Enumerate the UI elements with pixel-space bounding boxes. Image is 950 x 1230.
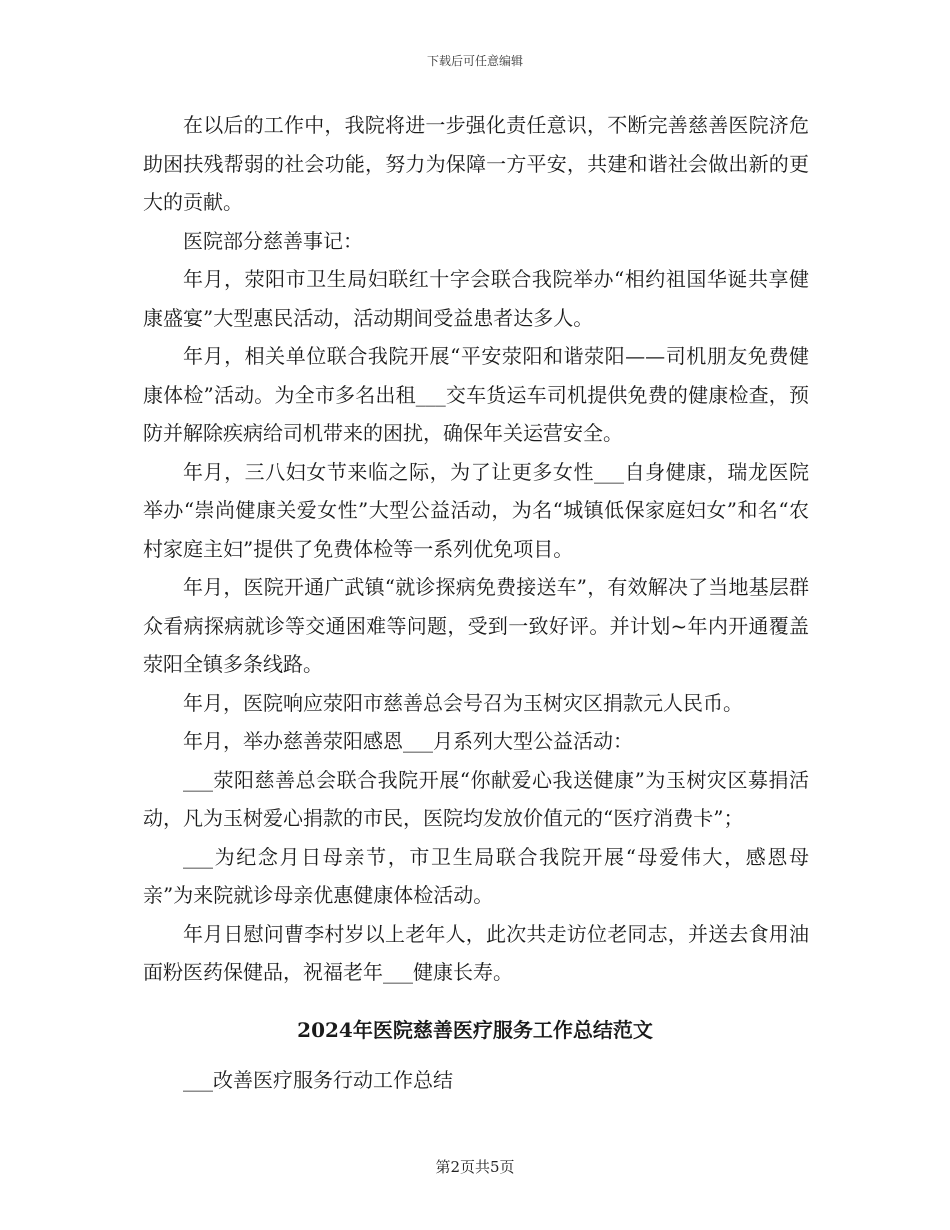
paragraph: 年月，相关单位联合我院开展“平安荥阳和谐荥阳——司机朋友免费健康体检”活动。为全市多名出租___交车货运车司机提供免费的健康检查，预防并解除疾病给司机带来的困扰，确保年关运营安全。 bbox=[143, 344, 809, 445]
section-subtitle: ___改善医疗服务行动工作总结 bbox=[183, 1068, 453, 1092]
paragraph: 年月，医院响应荥阳市慈善总会号召为玉树灾区捐款元人民币。 bbox=[183, 690, 743, 715]
paragraph: 年月日慰问曹李村岁以上老年人，此次共走访位老同志，并送去食用油面粉医药保健品，祝福老年___健康长寿。 bbox=[143, 921, 809, 984]
paragraph: ___为纪念月日母亲节，市卫生局联合我院开展“母爱伟大，感恩母亲”为来院就诊母亲优惠健康体检活动。 bbox=[143, 844, 809, 907]
paragraph: 年月，三八妇女节来临之际，为了让更多女性___自身健康，瑞龙医院举办“崇尚健康关爱女性”大型公益活动，为名“城镇低保家庭妇女”和名“农村家庭主妇”提供了免费体检等一系列优免项目。 bbox=[143, 459, 809, 561]
document-body bbox=[143, 106, 809, 992]
paragraph: ___荥阳慈善总会联合我院开展“你献爱心我送健康”为玉树灾区募捐活动，凡为玉树爱心捐款的市民，医院均发放价值元的“医疗消费卡”； bbox=[143, 767, 809, 830]
paragraph: 年月，荥阳市卫生局妇联红十字会联合我院举办“相约祖国华诞共享健康盛宴”大型惠民活动，活动期间受益患者达多人。 bbox=[143, 267, 809, 330]
paragraph: 年月，医院开通广武镇“就诊探病免费接送车”，有效解决了当地基层群众看病探病就诊等交通困难等问题，受到一致好评。并计划~年内开通覆盖荥阳全镇多条线路。 bbox=[143, 575, 809, 676]
section-title: 2024年医院慈善医疗服务工作总结范文 bbox=[297, 1018, 653, 1042]
page-header-note: 下载后可任意编辑 bbox=[426, 54, 523, 68]
page-number: 第2页共5页 bbox=[435, 1158, 515, 1176]
paragraph: 医院部分慈善事记： bbox=[183, 228, 363, 253]
paragraph: 年月，举办慈善荥阳感恩___月系列大型公益活动： bbox=[183, 729, 633, 753]
paragraph: 在以后的工作中，我院将进一步强化责任意识，不断完善慈善医院济危助困扶残帮弱的社会功能，努力为保障一方平安，共建和谐社会做出新的更大的贡献。 bbox=[143, 113, 809, 214]
